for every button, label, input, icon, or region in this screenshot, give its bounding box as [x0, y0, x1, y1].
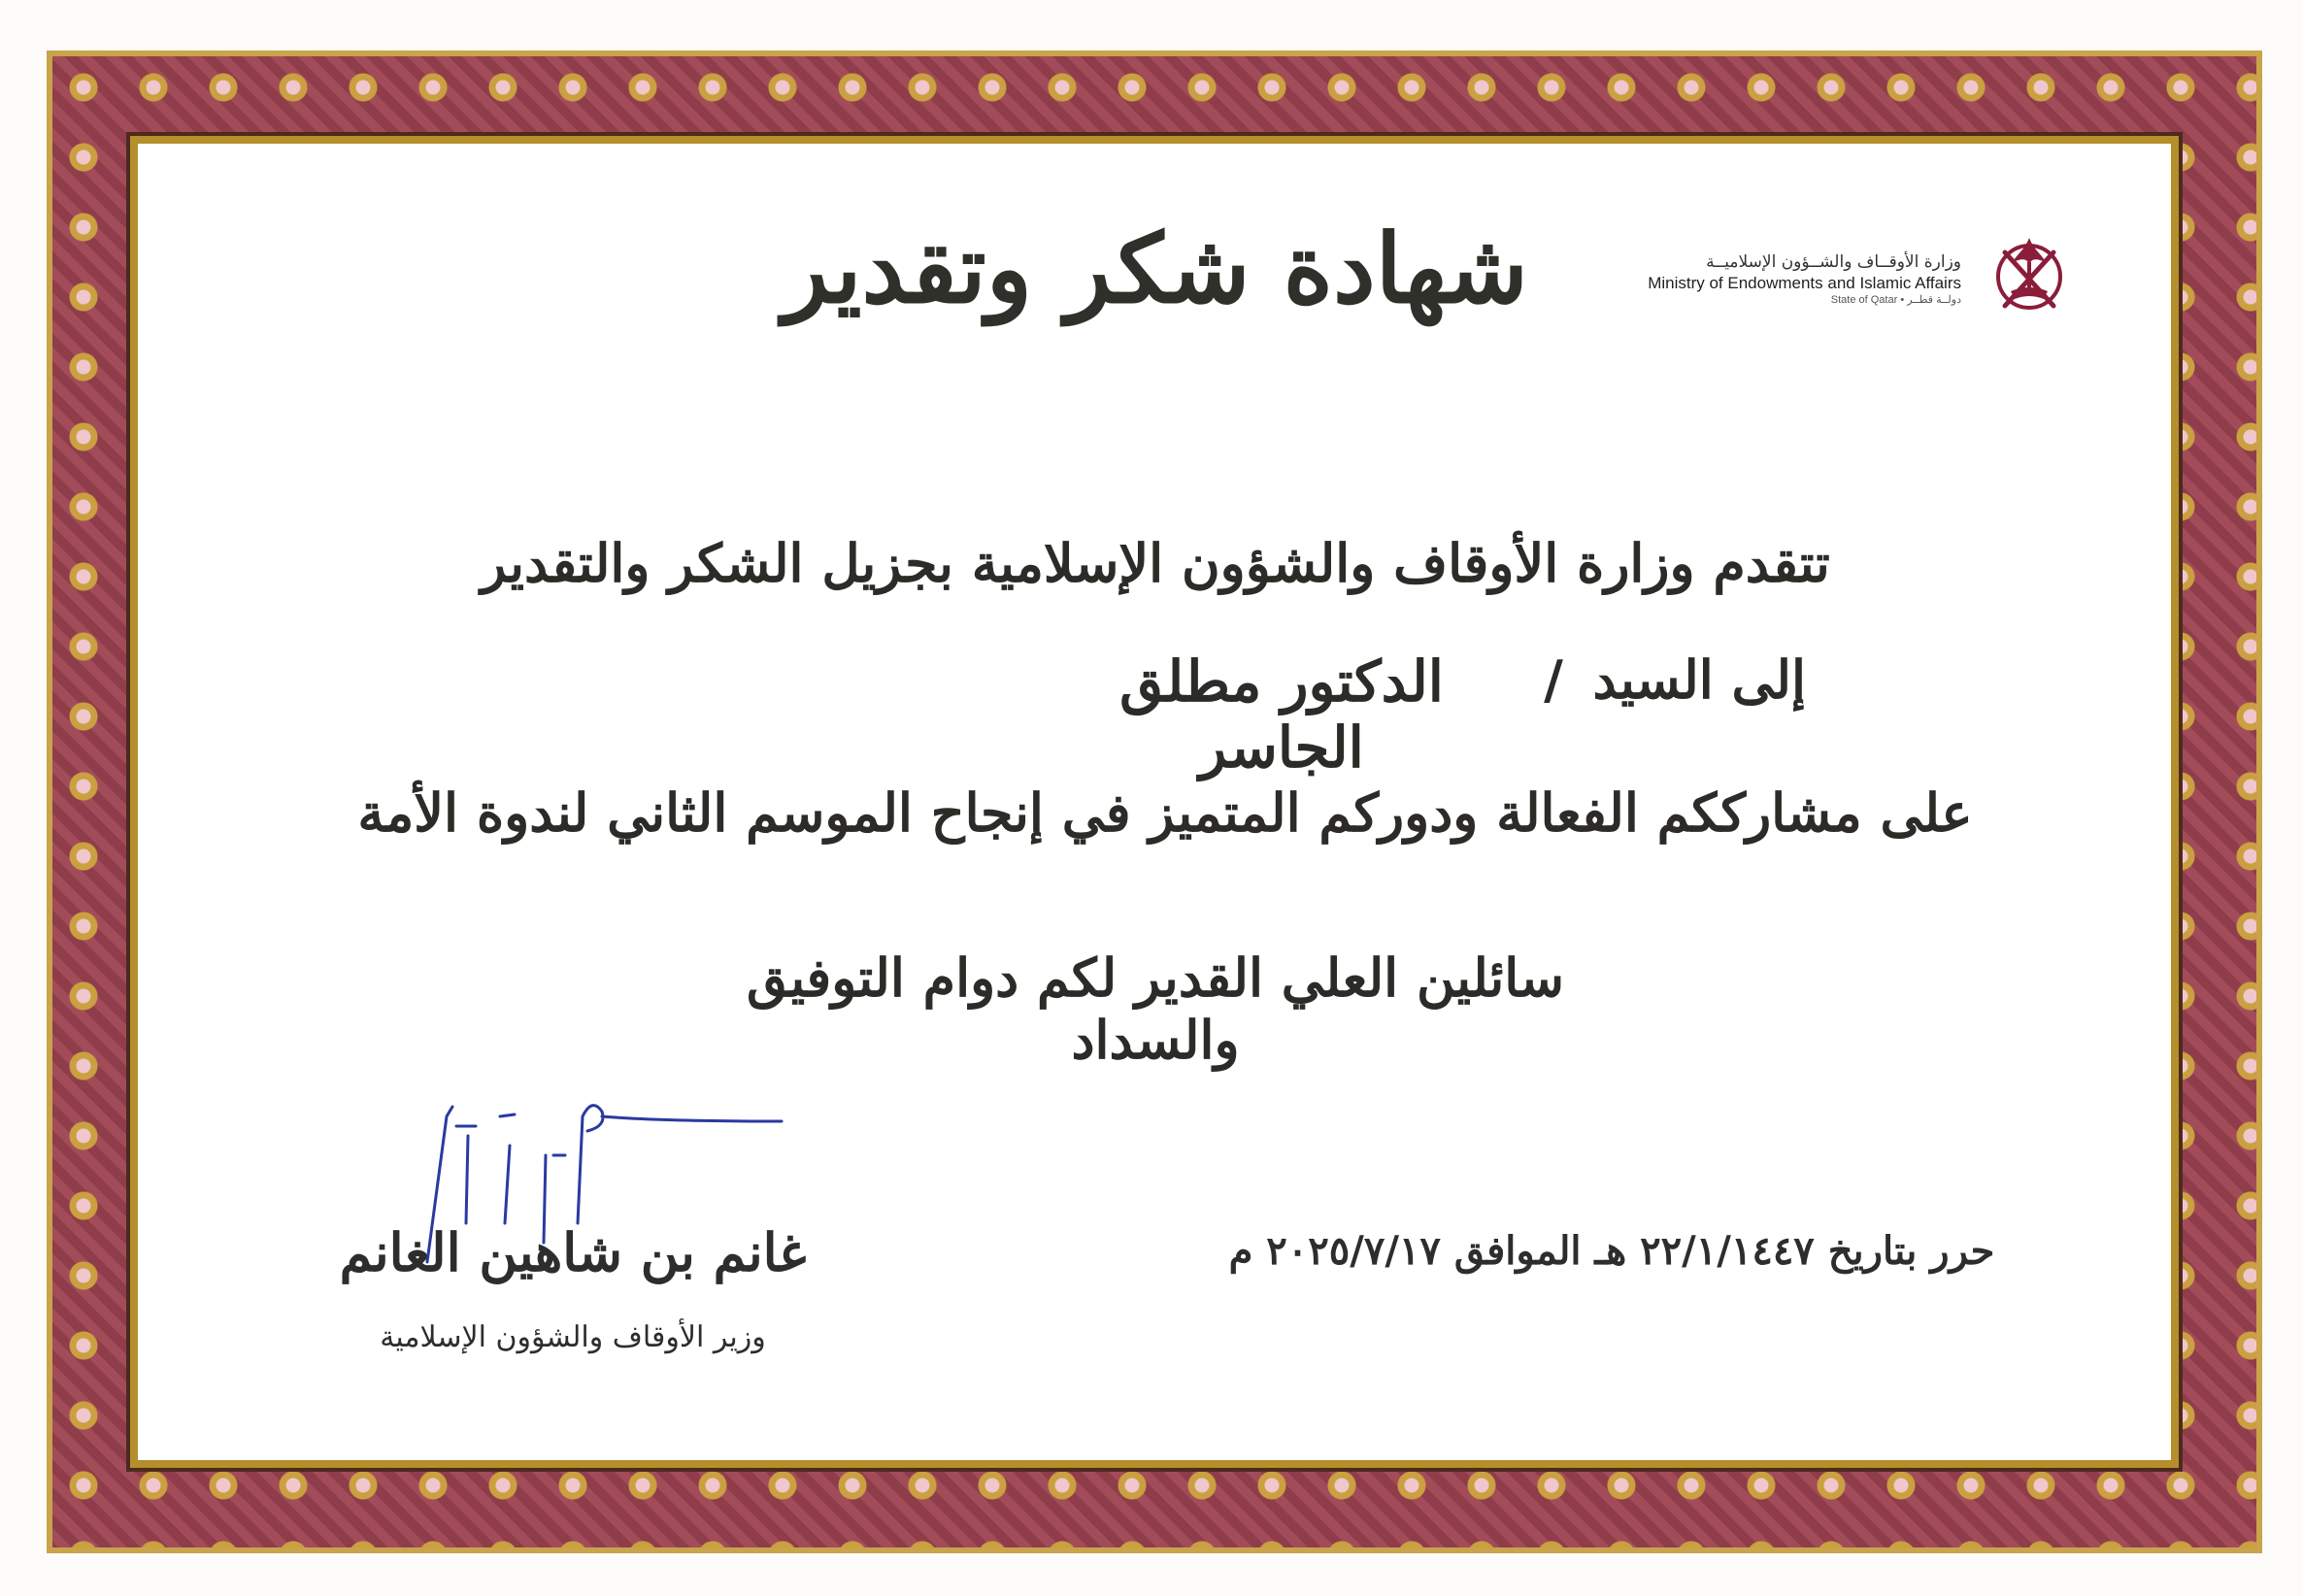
- ministry-name-arabic: وزارة الأوقــاف والشــؤون الإسلاميــة: [1706, 252, 1961, 272]
- wishes-line: سائلين العلي القدير لكم دوام التوفيق والسداد: [747, 947, 1564, 1071]
- salutation: إلى السيد: [1592, 648, 1806, 711]
- certificate-title: شهادة شكر وتقدير: [783, 214, 1528, 325]
- recipient-name: الدكتور مطلق الجاسر: [1119, 648, 1444, 781]
- signatory-title: وزير الأوقاف والشؤون الإسلامية: [380, 1320, 766, 1354]
- ministry-logo: [1636, 223, 2083, 330]
- thanks-line: تتقدم وزارة الأوقاف والشؤون الإسلامية بجزيل الشكر والتقدير: [481, 532, 1830, 594]
- ministry-name: [1648, 252, 1961, 307]
- state-label: State of Qatar • دولــة قطــر: [1830, 293, 1961, 306]
- issue-date: حرر بتاريخ ٢٢/١/١٤٤٧ هـ الموافق ٢٠٢٥/٧/١٧ م: [1228, 1228, 1995, 1274]
- qatar-emblem-icon: [1976, 223, 2083, 330]
- signatory-name: غانم بن شاهين الغانم: [339, 1221, 807, 1283]
- participation-line: على مشارككم الفعالة ودوركم المتميز في إنجاح الموسم الثاني لندوة الأمة: [357, 781, 1973, 844]
- salutation-separator: /: [1544, 648, 1563, 711]
- ministry-name-english: Ministry of Endowments and Islamic Affairs: [1648, 274, 1961, 293]
